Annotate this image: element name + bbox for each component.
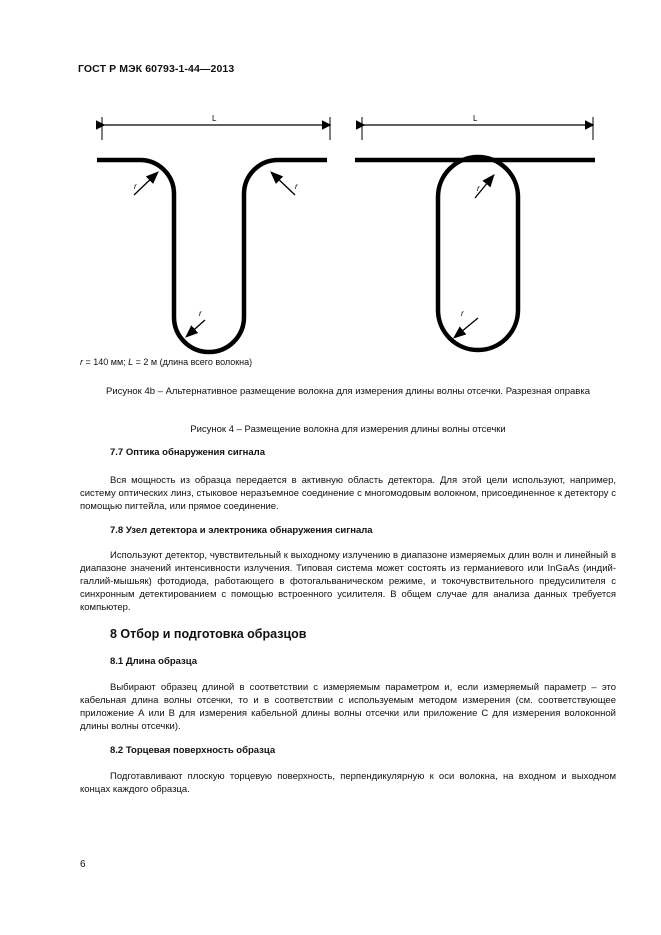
page-number: 6 [80,859,86,870]
section-7-8-text: Используют детектор, чувствительный к выходному излучению в диапазоне измеряемых длин волн и линейный в диапазоне значений интенсивности излучения. Типовая система может состоять из германиевого или InGaAs (индий-галлий-мышьяк) фотодиода, работающего в фотогальваническом режиме, и токочувствительного предусилителя с синхронным детектированием с помощью встроенного усилителя. В общем случае для анализа данных требуется компьютер. [80,550,616,613]
figure-note [80,357,252,367]
radius-label-r: r [295,182,298,191]
note-symbol-r: r [80,357,83,367]
note-text: = 140 мм; [83,357,129,367]
radius-label-r: r [477,184,480,193]
note-symbol-L: L [128,357,134,367]
radius-label-r: r [461,309,464,318]
dimension-label-L: L [212,114,217,123]
section-7-7-title: 7.7 Оптика обнаружения сигнала [110,447,265,458]
radius-label-r: r [134,182,137,191]
figure-caption-4: Рисунок 4 – Размещение волокна для измерения длины волны отсечки [190,424,506,435]
section-8-title: 8 Отбор и подготовка образцов [110,627,307,641]
figure-fiber-arrangement [85,110,625,360]
note-text-2: = 2 м (длина всего волокна) [133,357,253,367]
radius-label-r: r [199,309,202,318]
figure-left-split-mandrel [97,114,330,352]
figure-caption-4b: Рисунок 4b – Альтернативное размещение волокна для измерения длины волны отсечки. Разрезная оправка [106,386,590,397]
section-8-1-text: Выбирают образец длиной в соответствии с измеряемым параметром и, если измеряемый параметр – это кабельная длина волны отсечки, то и в соответствии с используемым методом измерения (см. соответствующее приложение А или В для измерения кабельной длины волны отсечки или приложение С для измерения волоконной длины волны отсечки). [80,682,616,732]
section-8-2-title: 8.2 Торцевая поверхность образца [110,745,276,756]
dimension-label-L: L [473,114,478,123]
section-8-1-title: 8.1 Длина образца [110,656,197,667]
section-7-7-text: Вся мощность из образца передается в активную область детектора. Для этой цели используют, например, систему оптических линз, стыковое неразъемное соединение с многомодовым волокном, присоединенное к детектору с помощью пигтейла, или прямое соединение. [80,475,616,512]
figure-right-loop [355,114,595,350]
section-7-8-title: 7.8 Узел детектора и электроника обнаружения сигнала [110,525,373,536]
section-8-2-text: Подготавливают плоскую торцевую поверхность, перпендикулярную к оси волокна, на входном и выходном концах каждого образца. [80,771,616,795]
document-header: ГОСТ Р МЭК 60793-1-44—2013 [78,63,235,75]
